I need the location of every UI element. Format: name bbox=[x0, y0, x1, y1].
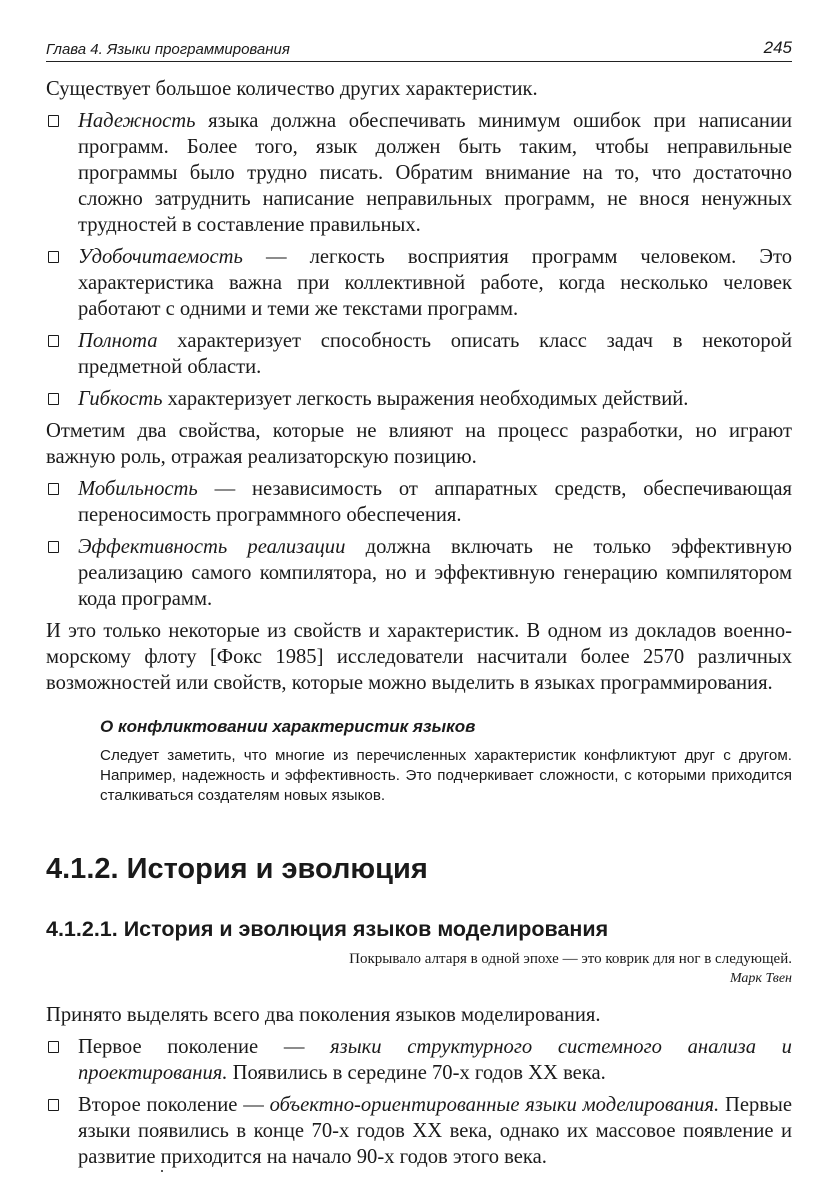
checkbox-bullet-icon bbox=[48, 541, 59, 553]
characteristics-list bbox=[46, 108, 792, 412]
epigraph-author: Марк Твен bbox=[729, 971, 792, 986]
intro-paragraph: Существует большое количество других характеристик. bbox=[46, 78, 538, 100]
generations-list bbox=[46, 1034, 792, 1170]
section-heading: 4.1.2. История и эволюция bbox=[46, 853, 428, 885]
note-title: О конфликтовании характеристик языков bbox=[100, 717, 476, 736]
checkbox-bullet-icon bbox=[48, 483, 59, 495]
checkbox-bullet-icon bbox=[48, 1041, 59, 1053]
list-item: Гибкость характеризует легкость выражения необходимых действий. bbox=[46, 386, 792, 412]
checkbox-bullet-icon bbox=[48, 1099, 59, 1111]
book-page bbox=[46, 38, 792, 1176]
implementation-list bbox=[46, 476, 792, 612]
list-item: Второе поколение — объектно-ориентированные языки моделирования. Первые языки появились в конце 70-х годов XX века, однако их массовое появление и развитие приходится на начало 90-х годов этого века. bbox=[46, 1092, 792, 1170]
checkbox-bullet-icon bbox=[48, 251, 59, 263]
epigraph-text: Покрывало алтаря в одной эпохе — это коврик для ног в следующей. bbox=[349, 951, 792, 967]
checkbox-bullet-icon bbox=[48, 335, 59, 347]
list-item: Надежность языка должна обеспечивать минимум ошибок при написании программ. Более того, язык должен быть таким, чтобы неправильные программы было трудно писать. Обратим внимание на то, что достаточно сложно затруднить написание неправильных программ, не внося ненужных трудностей в составление правильных. bbox=[46, 108, 792, 238]
note-box bbox=[100, 714, 792, 806]
note-text: Следует заметить, что многие из перечисленных характеристик конфликтуют друг с другом. Например, надежность и эффективность. Это подчеркивает сложности, с которыми приходится сталкиваться создателям новых языков. bbox=[100, 747, 792, 804]
checkbox-bullet-icon bbox=[48, 115, 59, 127]
page-number: 245 bbox=[763, 38, 792, 57]
chapter-title: Глава 4. Языки программирования bbox=[46, 41, 290, 58]
scan-speck bbox=[161, 1170, 163, 1172]
checkbox-bullet-icon bbox=[48, 393, 59, 405]
subsection-heading: 4.1.2.1. История и эволюция языков моделирования bbox=[46, 917, 609, 941]
list-item: Эффективность реализации должна включать не только эффективную реализацию самого компилятора, но и эффективную генерацию компилятором кода программ. bbox=[46, 534, 792, 612]
generations-intro: Принято выделять всего два поколения языков моделирования. bbox=[46, 1004, 601, 1026]
epigraph bbox=[46, 950, 792, 988]
list-item: Первое поколение — языки структурного системного анализа и проектирования. Появились в середине 70-х годов XX века. bbox=[46, 1034, 792, 1086]
list-item: Удобочитаемость — легкость восприятия программ человеком. Это характеристика важна при коллективной работе, когда несколько человек работают с одними и теми же текстами программ. bbox=[46, 244, 792, 322]
running-header bbox=[46, 38, 792, 62]
closing-paragraph: И это только некоторые из свойств и характеристик. В одном из докладов военно-морскому флоту [Фокс 1985] исследователи насчитали более 2570 различных возможностей или свойств, которые можно выделить в языках программирования. bbox=[46, 620, 792, 694]
middle-paragraph: Отметим два свойства, которые не влияют на процесс разработки, но играют важную роль, отражая реализаторскую позицию. bbox=[46, 420, 792, 468]
list-item: Полнота характеризует способность описать класс задач в некоторой предметной области. bbox=[46, 328, 792, 380]
page-body bbox=[46, 76, 792, 1170]
list-item: Мобильность — независимость от аппаратных средств, обеспечивающая переносимость программного обеспечения. bbox=[46, 476, 792, 528]
